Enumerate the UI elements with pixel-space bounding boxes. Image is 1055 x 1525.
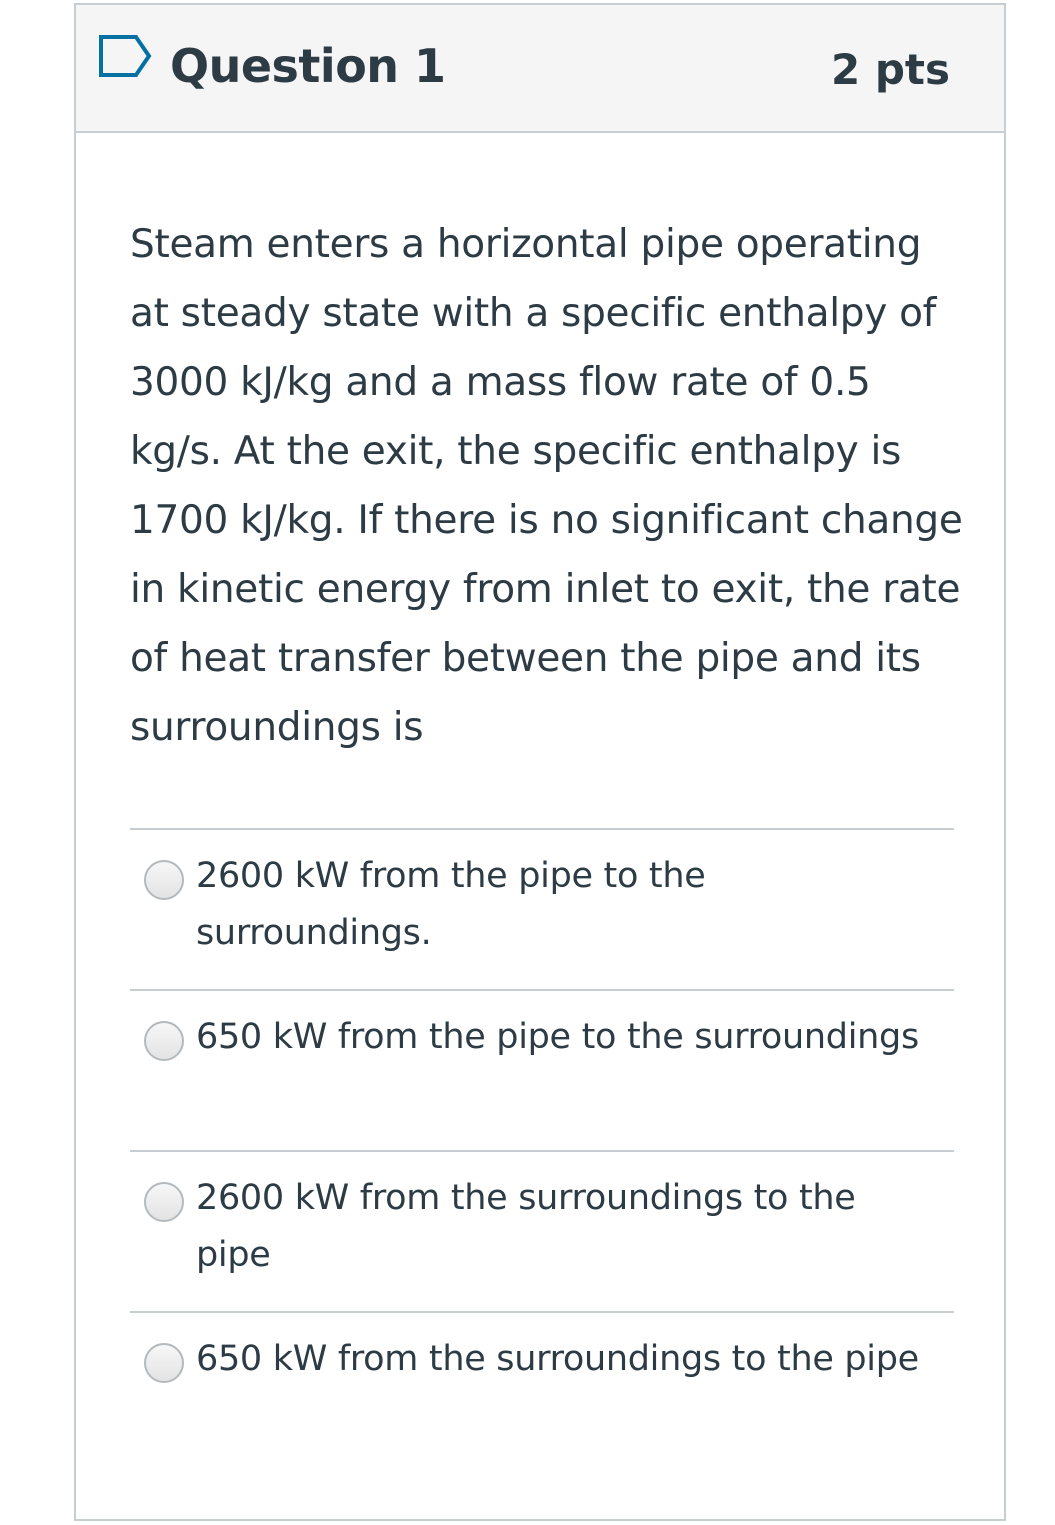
question-points: 2 pts: [831, 45, 950, 94]
radio-button[interactable]: [144, 860, 184, 900]
answer-label[interactable]: 650 kW from the pipe to the surroundings: [196, 1017, 919, 1057]
answer-option[interactable]: [130, 1150, 954, 1311]
answer-option[interactable]: [130, 1311, 954, 1472]
radio-button[interactable]: [144, 1021, 184, 1061]
question-card: [74, 3, 1006, 1521]
question-header: [76, 5, 1004, 133]
bookmark-flag-icon[interactable]: [98, 34, 152, 78]
radio-button[interactable]: [144, 1343, 184, 1383]
radio-button[interactable]: [144, 1182, 184, 1222]
answer-option[interactable]: [130, 989, 954, 1150]
answer-list: [130, 828, 954, 1472]
answer-option[interactable]: [130, 828, 954, 989]
question-title: Question 1: [170, 39, 446, 93]
question-text: Steam enters a horizontal pipe operating at steady state with a specific enthalpy of 3000 kJ/kg and a mass flow rate of 0.5 kg/s. At the exit, the specific enthalpy is 1700 kJ/kg. If there is no significant change in kinetic energy from inlet to exit, the rate of heat transfer between the pipe and its surroundings is: [130, 222, 963, 750]
answer-label[interactable]: 650 kW from the surroundings to the pipe: [196, 1339, 919, 1379]
answer-label[interactable]: 2600 kW from the pipe to the surroundings.: [196, 856, 706, 953]
answer-label[interactable]: 2600 kW from the surroundings to the pipe: [196, 1178, 856, 1275]
